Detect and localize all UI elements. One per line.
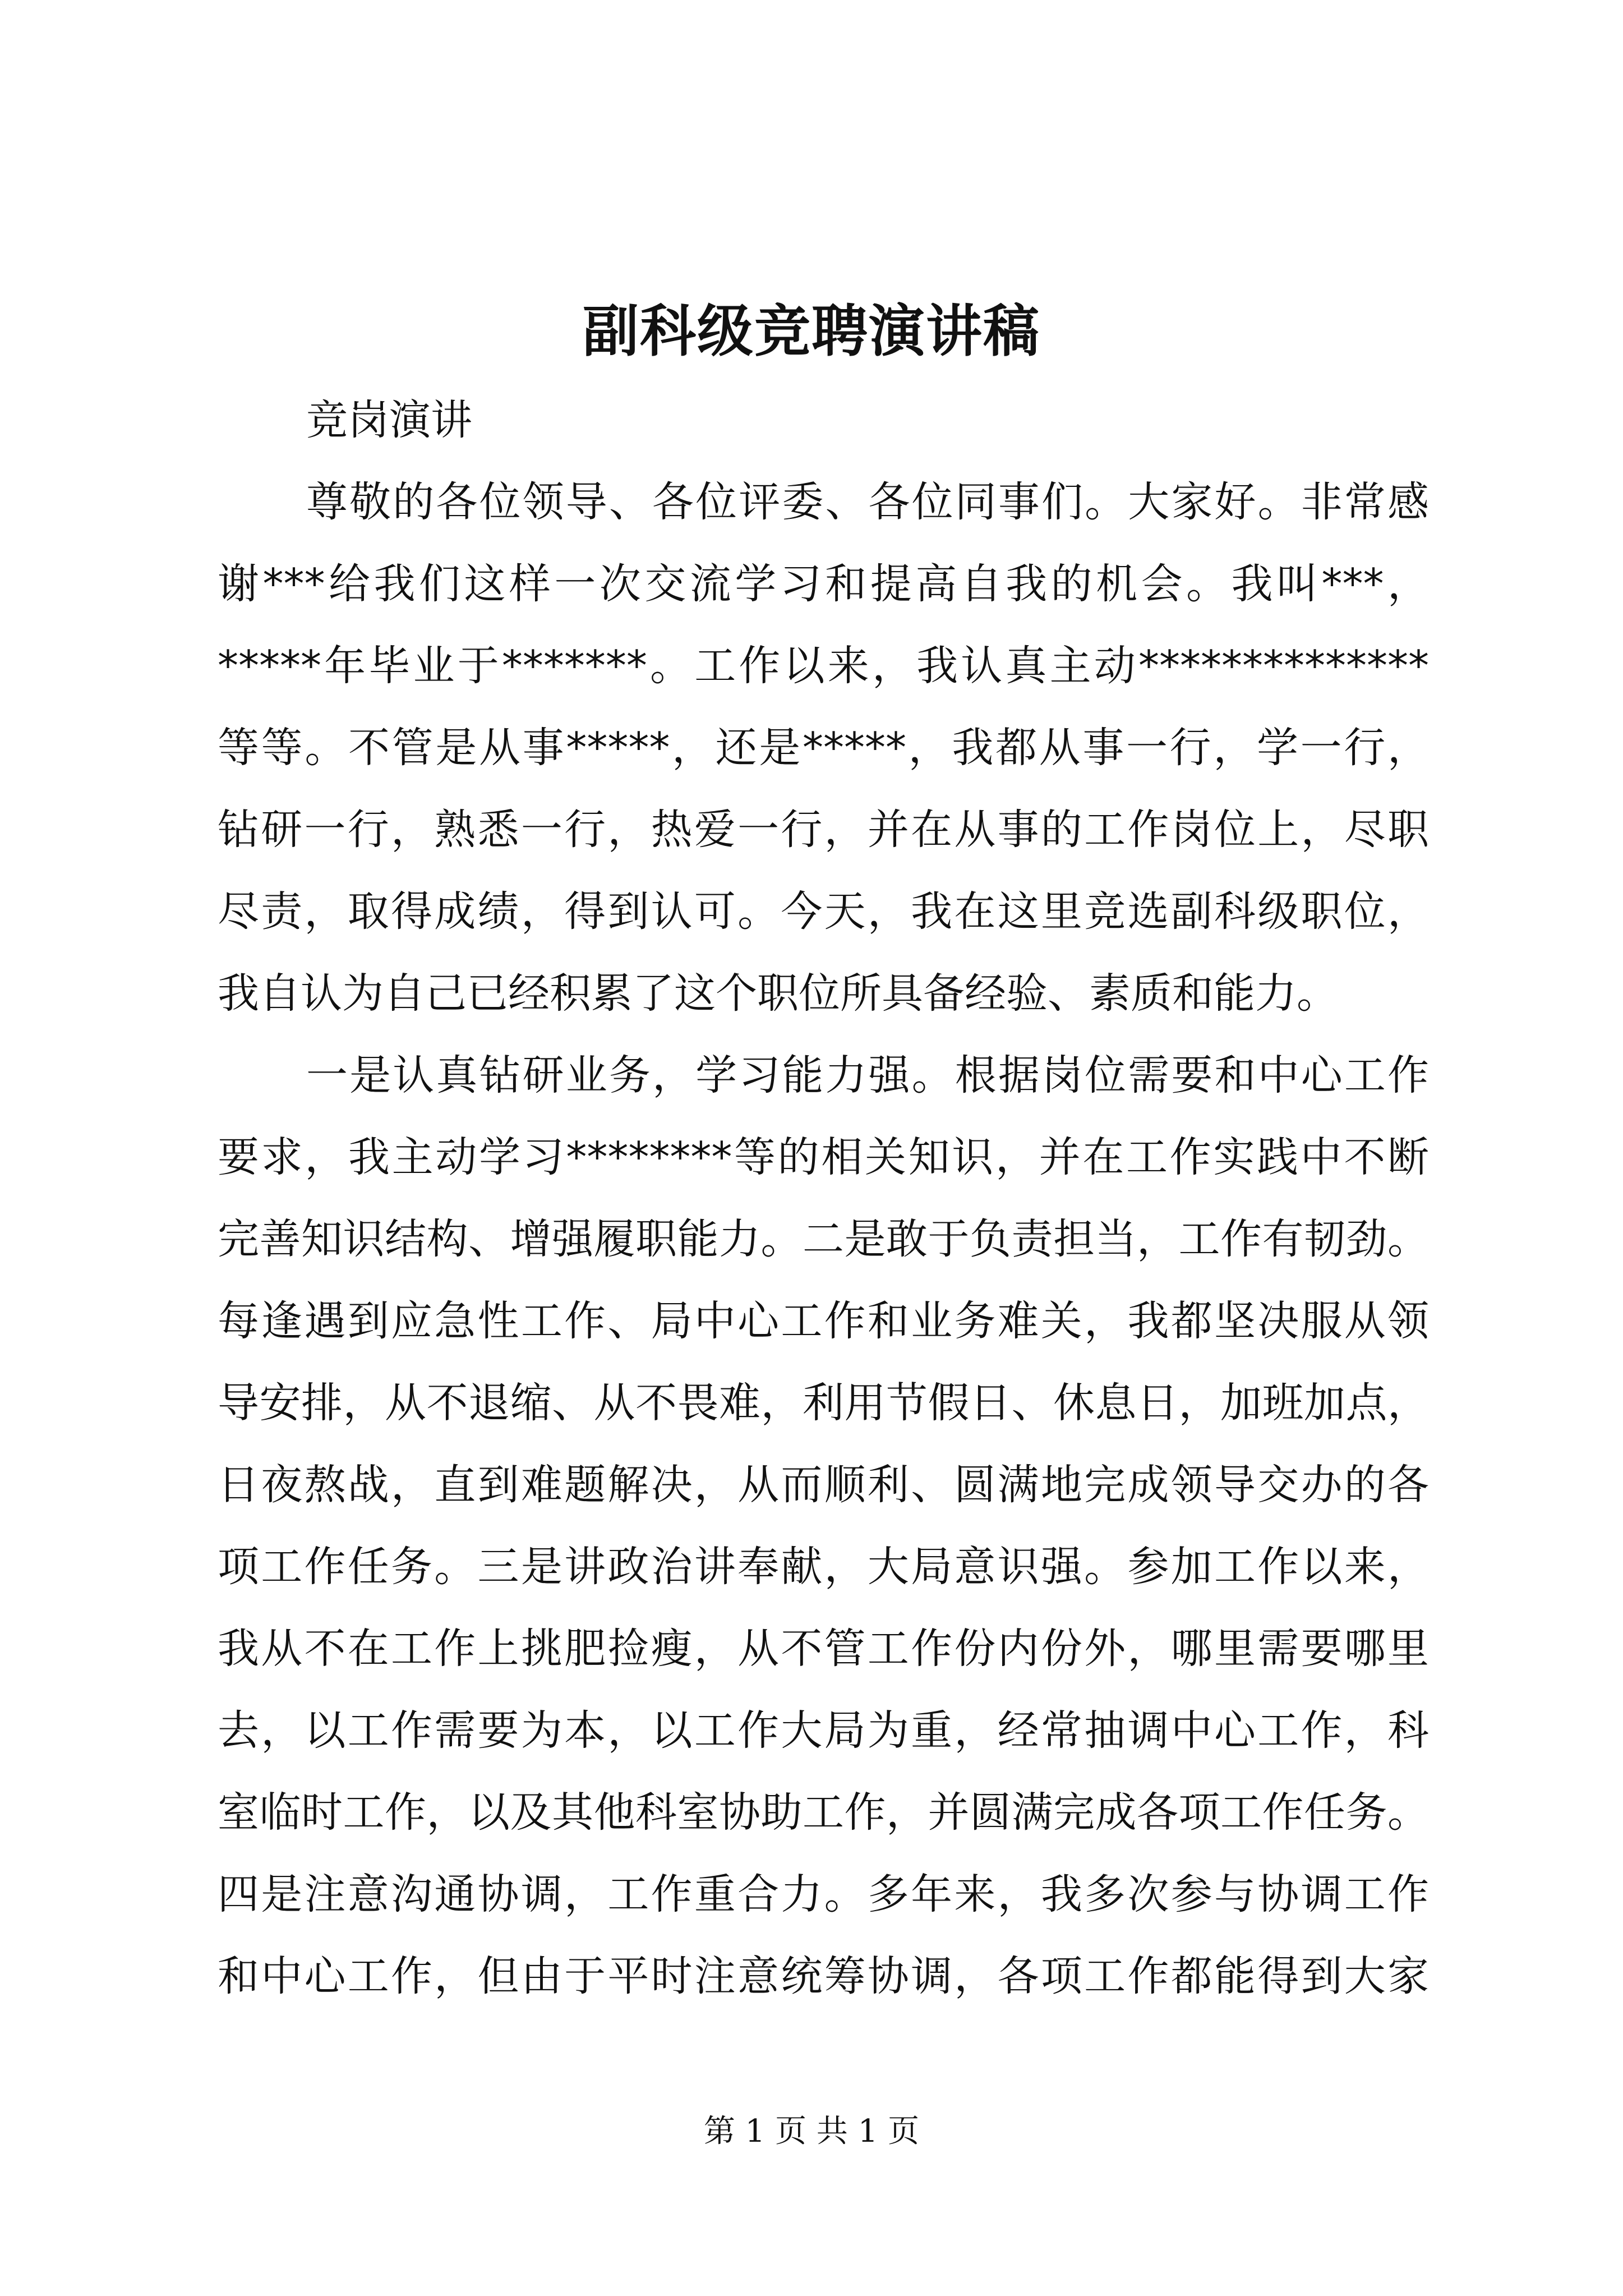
section-heading: 竞岗演讲: [306, 396, 472, 444]
paragraph-line: 尽责，取得成绩，得到认可。今天，我在这里竞选副科级职位，: [218, 887, 1429, 936]
paragraph-line: 四是注意沟通协调，工作重合力。多年来，我多次参与协调工作: [218, 1870, 1429, 1918]
paragraph-line: 去，以工作需要为本，以工作大局为重，经常抽调中心工作，科: [218, 1706, 1429, 1755]
document-body: [218, 379, 1429, 2017]
paragraph-line: 日夜熬战，直到难题解决，从而顺利、圆满地完成领导交办的各: [218, 1461, 1429, 1509]
paragraph-line: 要求，我主动学习********等的相关知识，并在工作实践中不断: [218, 1133, 1429, 1181]
paragraph-line: *****年毕业于*******。工作以来，我认真主动**************: [218, 642, 1429, 690]
page-footer: 第 1 页 共 1 页: [703, 2113, 920, 2150]
paragraph-line: 我从不在工作上挑肥捡瘦，从不管工作份内份外，哪里需要哪里: [218, 1625, 1429, 1673]
paragraph-line: 导安排，从不退缩、从不畏难，利用节假日、休息日，加班加点，: [218, 1379, 1429, 1427]
paragraph-line: 每逢遇到应急性工作、局中心工作和业务难关，我都坚决服从领: [218, 1297, 1429, 1345]
paragraph-line: 谢***给我们这样一次交流学习和提高自我的机会。我叫***，: [218, 560, 1429, 608]
paragraph-line: 我自认为自己已经积累了这个职位所具备经验、素质和能力。: [218, 969, 1338, 1018]
paragraph-line: 一是认真钻研业务，学习能力强。根据岗位需要和中心工作: [306, 1051, 1429, 1099]
document-title: 副科级竞聘演讲稿: [583, 298, 1040, 364]
paragraph-line: 尊敬的各位领导、各位评委、各位同事们。大家好。非常感: [306, 478, 1429, 526]
paragraph-line: 和中心工作，但由于平时注意统筹协调，各项工作都能得到大家: [218, 1952, 1429, 2000]
paragraph-line: 钻研一行，熟悉一行，热爱一行，并在从事的工作岗位上，尽职: [218, 806, 1429, 854]
paragraph-line: 等等。不管是从事*****，还是*****，我都从事一行，学一行，: [218, 724, 1429, 772]
paragraph-line: 项工作任务。三是讲政治讲奉献，大局意识强。参加工作以来，: [218, 1543, 1429, 1591]
paragraph-line: 完善知识结构、增强履职能力。二是敢于负责担当，工作有韧劲。: [218, 1215, 1429, 1263]
paragraph-line: 室临时工作，以及其他科室协助工作，并圆满完成各项工作任务。: [218, 1788, 1429, 1837]
